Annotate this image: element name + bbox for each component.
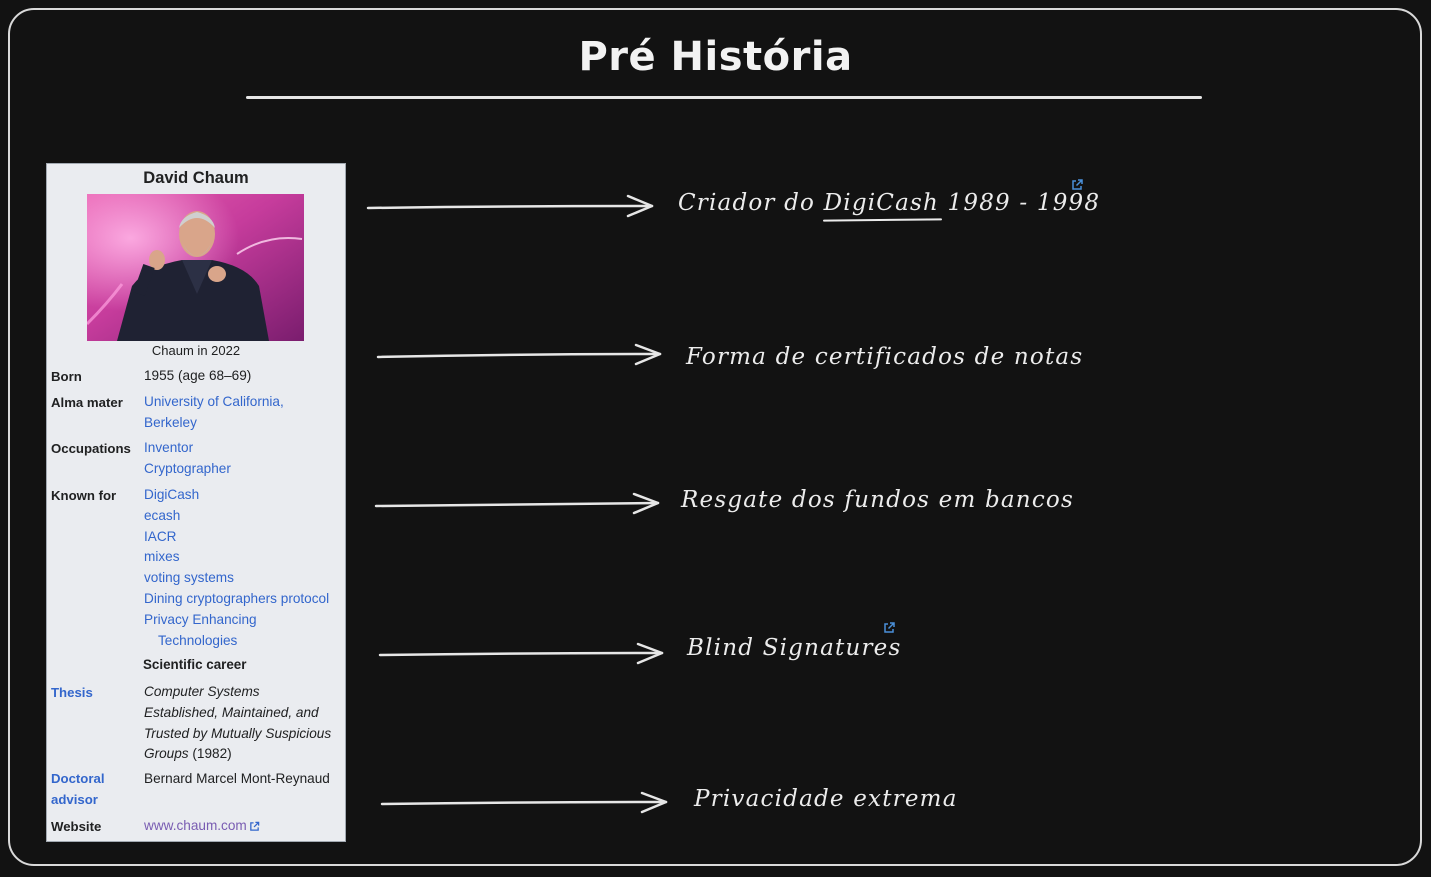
thesis-year: (1982) [192,746,232,762]
arrow-4 [372,638,682,672]
doctoral-advisor-value: Bernard Marcel Mont-Reynaud [144,771,330,786]
known-for-link[interactable]: Privacy Enhancing [144,611,257,627]
known-for-link[interactable]: IACR [144,528,177,544]
doctoral-advisor-label-link[interactable] [51,769,105,811]
external-link-icon [249,821,260,832]
arrow-2 [370,340,680,374]
alma-mater-link-1[interactable]: University of California, [144,394,284,409]
known-for-label: Known for [51,488,117,503]
thesis-line: Computer Systems [144,684,260,699]
note-text: Criador do [678,190,824,216]
portrait-caption: Chaum in 2022 [151,343,241,358]
occupation-link-inventor[interactable]: Inventor [144,440,194,455]
note-text: 1989 - 1998 [939,190,1101,216]
occupation-link-cryptographer[interactable]: Cryptographer [144,460,231,476]
arrow-3 [368,488,678,522]
born-value: 1955 (age 68–69) [144,368,252,383]
known-for-link[interactable]: Technologies [158,632,238,648]
thesis-line: Trusted by Mutually Suspicious [144,725,332,741]
thesis-label-link[interactable]: Thesis [51,685,93,700]
known-for-link[interactable]: Dining cryptographers protocol [144,590,330,606]
known-for-link[interactable]: ecash [144,507,181,523]
note-forma: Forma de certificados de notas [686,344,1084,370]
portrait-photo [87,194,304,341]
alma-mater-link-2[interactable]: Berkeley [144,414,197,430]
infobox-name: David Chaum [143,169,249,187]
title-underline [246,96,1202,99]
known-for-link[interactable]: DigiCash [144,487,200,502]
note-criador [678,190,1100,216]
note-resgate: Resgate dos fundos em bancos [681,487,1074,513]
known-for-link[interactable]: voting systems [144,570,234,586]
arrow-5 [374,787,684,821]
website-url[interactable]: www.chaum.com [144,818,247,833]
external-link-icon[interactable] [1070,178,1084,192]
wikipedia-infobox [46,163,346,842]
born-label: Born [51,369,82,384]
doctoral-advisor-label-line: advisor [51,791,98,807]
note-blind-signatures: Blind Signatures [687,635,902,661]
doctoral-advisor-label-line: Doctoral [51,771,105,786]
thesis-line: Groups [144,746,189,762]
page-title: Pré História [578,34,853,80]
digicash-link[interactable]: DigiCash [823,190,940,216]
thesis-line: Established, Maintained, and [144,704,319,720]
website-label: Website [51,819,102,834]
occupations-label: Occupations [51,441,131,456]
arrow-1 [360,190,670,224]
note-privacidade: Privacidade extrema [694,786,958,812]
alma-mater-label: Alma mater [51,395,123,410]
website-link[interactable] [144,816,341,837]
known-for-link[interactable]: mixes [144,549,180,565]
section-scientific-career: Scientific career [143,657,247,672]
external-link-icon[interactable] [882,621,896,635]
